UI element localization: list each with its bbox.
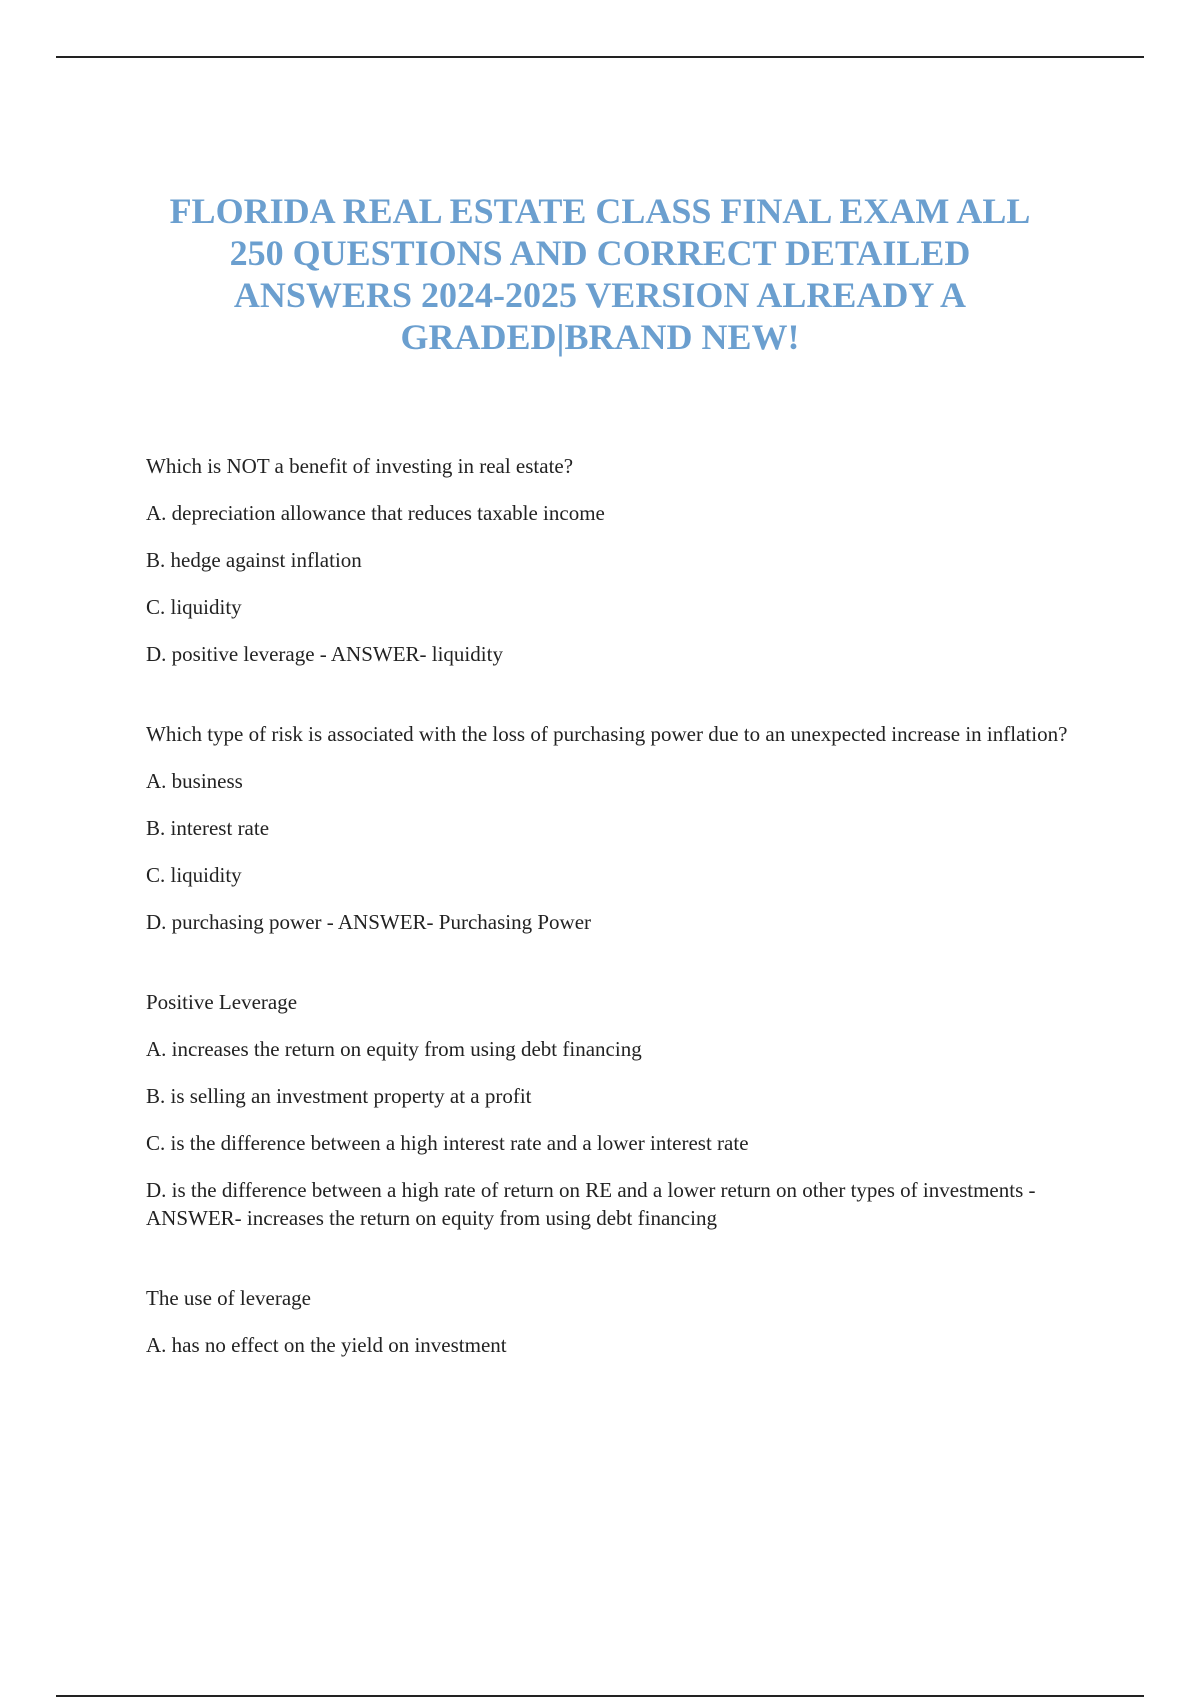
question-text: The use of leverage [146,1286,311,1310]
answer-option: A. has no effect on the yield on investment [146,1333,507,1357]
answer-option: A. increases the return on equity from using debt financing [146,1037,642,1061]
question-list [146,452,1096,1411]
answer-option: C. liquidity [146,863,242,887]
question-text: Positive Leverage [146,990,298,1014]
question-text: Which type of risk is associated with the loss of purchasing power due to an unexpected increase in inflation? [146,722,1068,746]
question-block-1 [146,452,1096,668]
question-block-3 [146,988,1096,1232]
answer-option: B. hedge against inflation [146,548,362,572]
answer-option: C. is the difference between a high interest rate and a lower interest rate [146,1131,749,1155]
answer-option: D. positive leverage - ANSWER- liquidity [146,642,503,666]
answer-option: B. interest rate [146,816,270,840]
answer-option: D. is the difference between a high rate of return on RE and a lower return on other types of investments - ANSWER- increases the return on equity from using debt financing [146,1178,1036,1230]
answer-option: A. depreciation allowance that reduces taxable income [146,501,605,525]
bottom-divider [56,1695,1144,1697]
answer-option: C. liquidity [146,595,242,619]
question-block-2 [146,720,1096,936]
answer-option: B. is selling an investment property at a profit [146,1084,532,1108]
answer-option: A. business [146,769,243,793]
answer-option: D. purchasing power - ANSWER- Purchasing Power [146,910,592,934]
document-title: FLORIDA REAL ESTATE CLASS FINAL EXAM ALL 250 QUESTIONS AND CORRECT DETAILED ANSWERS 2024-2025 VERSION ALREADY A GRADED|BRAND NEW! [169,191,1031,357]
question-text: Which is NOT a benefit of investing in real estate? [146,454,574,478]
question-block-4 [146,1284,1096,1359]
top-divider [56,56,1144,58]
